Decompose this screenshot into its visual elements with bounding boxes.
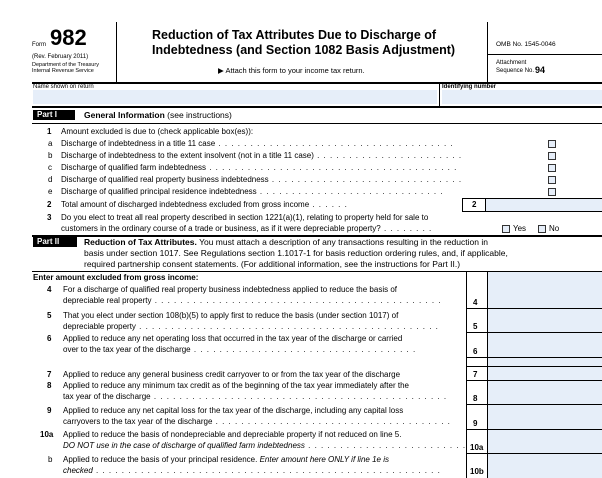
line7-num: 7 — [47, 370, 52, 379]
line1d-text: Discharge of qualified real property business indebtedness . . . . . . . . . . . . . . . . . . . . . . . . . . . . . . — [61, 175, 463, 184]
line3-num: 3 — [47, 213, 52, 222]
line3-text2: customers in the ordinary course of a trade or business, as if it were depreciable property? . . . . . . . . — [61, 224, 433, 233]
line1e-checkbox[interactable] — [548, 188, 556, 196]
part1-badge: Part I — [33, 110, 75, 120]
part2-intro-line3: required partnership consent statements. (For additional information, see the instructions for Part II.) — [84, 259, 461, 269]
line1b-letter: b — [48, 151, 53, 160]
attachment-label: Attachment — [496, 60, 527, 66]
form-title-line1: Reduction of Tax Attributes Due to Discharge of — [152, 28, 437, 42]
name-label: Name shown on return — [33, 84, 94, 90]
line10a-box-label: 10a — [470, 443, 484, 452]
attach-note: ▶ Attach this form to your income tax return. — [218, 66, 365, 75]
line10b-text1: Applied to reduce the basis of your principal residence. Enter amount here ONLY if line 1e is — [63, 455, 389, 464]
line6-text2: over to the tax year of the discharge . . . . . . . . . . . . . . . . . . . . . . . . . . . . . . . . . . . — [63, 345, 417, 354]
line9-text2: carryovers to the tax year of the discharge . . . . . . . . . . . . . . . . . . . . . . . . . . . . . . . . . . . . . — [63, 417, 451, 426]
line1e-letter: e — [48, 187, 53, 196]
form-number: 982 — [50, 25, 87, 50]
form-dept: Department of the Treasury — [32, 62, 99, 68]
line6-text1: Applied to reduce any net operating loss that occurred in the tax year of the discharge or carried — [63, 334, 403, 343]
id-label: Identifying number — [442, 84, 496, 90]
line5-num: 5 — [47, 311, 52, 320]
enter-amount-label: Enter amount excluded from gross income: — [33, 273, 199, 282]
sequence-label: Sequence No. — [496, 68, 535, 74]
line5-box-label: 5 — [473, 322, 478, 331]
line2-amount-field[interactable] — [486, 199, 602, 211]
line9-amount-field[interactable] — [488, 405, 602, 429]
name-field[interactable] — [33, 90, 437, 104]
line3-yes-label: Yes — [513, 224, 527, 233]
line9-text1: Applied to reduce any net capital loss for the tax year of the discharge, including any capital loss — [63, 406, 404, 415]
line9-box-label: 9 — [473, 419, 478, 428]
line1b-text: Discharge of indebtedness to the extent insolvent (not in a title 11 case) . . . . . . . . . . . . . . . . . . . . . . . — [61, 151, 463, 160]
line4-text2: depreciable real property . . . . . . . . . . . . . . . . . . . . . . . . . . . . . . . . . . . . . . . . . . . . . — [63, 296, 442, 305]
line1e-text: Discharge of qualified principal residence indebtedness . . . . . . . . . . . . . . . . . . . . . . . . . . . . . — [61, 187, 444, 196]
line1a-checkbox[interactable] — [548, 140, 556, 148]
line1d-checkbox[interactable] — [548, 176, 556, 184]
line10b-box-label: 10b — [470, 467, 484, 476]
identifying-number-field[interactable] — [442, 90, 602, 104]
line5-text2: depreciable property . . . . . . . . . . . . . . . . . . . . . . . . . . . . . . . . . . . . . . . . . . . . . . . — [63, 322, 439, 331]
line6-box-label: 6 — [473, 347, 478, 356]
line8-num: 8 — [47, 381, 52, 390]
line1c-text: Discharge of qualified farm indebtedness . . . . . . . . . . . . . . . . . . . . . . . . . . . . . . . . . . . . . . . — [61, 163, 458, 172]
line1a-letter: a — [48, 139, 53, 148]
form-irs: Internal Revenue Service — [32, 68, 94, 74]
line8-box-label: 8 — [473, 394, 478, 403]
line4-amount-field[interactable] — [488, 284, 602, 308]
line10a-num: 10a — [40, 430, 54, 439]
form-revision: (Rev. February 2011) — [32, 54, 89, 60]
line4-text1: For a discharge of qualified real property business indebtedness applied to reduce the basis of — [63, 285, 397, 294]
line5-amount-field[interactable] — [488, 309, 602, 332]
line3-no-label: No — [549, 224, 560, 233]
omb-number: OMB No. 1545-0046 — [496, 41, 556, 48]
line1-text: Amount excluded is due to (check applicable box(es)): — [61, 127, 254, 136]
line3-no-checkbox[interactable] — [538, 225, 546, 233]
line10a-amount-field[interactable] — [488, 430, 602, 453]
line8-amount-field[interactable] — [488, 381, 602, 404]
part2-intro-line1: Reduction of Tax Attributes. You must attach a description of any transactions resulting in the reduction in — [84, 237, 488, 247]
line5-text1: That you elect under section 108(b)(5) to apply first to reduce the basis (under section 1017) of — [63, 311, 399, 320]
line10a-text2: DO NOT use in the case of discharge of qualified farm indebtedness . . . . . . . . . . . . . . . . . . . . . . . . . — [63, 441, 467, 450]
line6-amount-field[interactable] — [488, 333, 602, 357]
line10b-text2: checked . . . . . . . . . . . . . . . . . . . . . . . . . . . . . . . . . . . . . . . . . . . . . . . . . . . . . . — [63, 466, 441, 475]
line8-text2: tax year of the discharge . . . . . . . . . . . . . . . . . . . . . . . . . . . . . . . . . . . . . . . . . . . . . . — [63, 392, 448, 401]
part1-title: General Information (see instructions) — [84, 110, 232, 120]
line1c-checkbox[interactable] — [548, 164, 556, 172]
line8-text1: Applied to reduce any minimum tax credit as of the beginning of the tax year immediately after the — [63, 381, 409, 390]
form-prefix: Form — [32, 42, 46, 48]
line6-num: 6 — [47, 334, 52, 343]
line3-text: Do you elect to treat all real property described in section 1221(a)(1), relating to property held for sale to — [61, 213, 429, 222]
line1-num: 1 — [47, 127, 52, 136]
line2-text: Total amount of discharged indebtedness excluded from gross income . . . . . . — [61, 200, 348, 209]
line7-text1: Applied to reduce any general business credit carryover to or from the tax year of the discharge — [63, 370, 401, 379]
line7-box-label: 7 — [473, 370, 478, 379]
line4-num: 4 — [47, 285, 52, 294]
line9-num: 9 — [47, 406, 52, 415]
line4-box-label: 4 — [473, 298, 478, 307]
part2-badge: Part II — [33, 237, 77, 247]
form-title-line2: Indebtedness (and Section 1082 Basis Adjustment) — [152, 43, 456, 57]
line1d-letter: d — [48, 175, 53, 184]
line1c-letter: c — [48, 163, 52, 172]
line3-yes-checkbox[interactable] — [502, 225, 510, 233]
line2-box-label: 2 — [472, 200, 477, 209]
form-header — [0, 0, 602, 84]
line1b-checkbox[interactable] — [548, 152, 556, 160]
line7-amount-field[interactable] — [488, 367, 602, 380]
line2-num: 2 — [47, 200, 52, 209]
line10b-amount-field[interactable] — [488, 454, 602, 478]
sequence-number: 94 — [535, 65, 546, 75]
line1a-text: Discharge of indebtedness in a title 11 case . . . . . . . . . . . . . . . . . . . . . . . . . . . . . . . . . . . . . — [61, 139, 454, 148]
line10b-num: b — [48, 455, 53, 464]
line10a-text1: Applied to reduce the basis of nondepreciable and depreciable property if not reduced on line 5. — [63, 430, 402, 439]
part2-intro-line2: basis under section 1017. See Regulations section 1.1017-1 for basis reduction ordering rules, and, if applicable, — [84, 248, 508, 258]
